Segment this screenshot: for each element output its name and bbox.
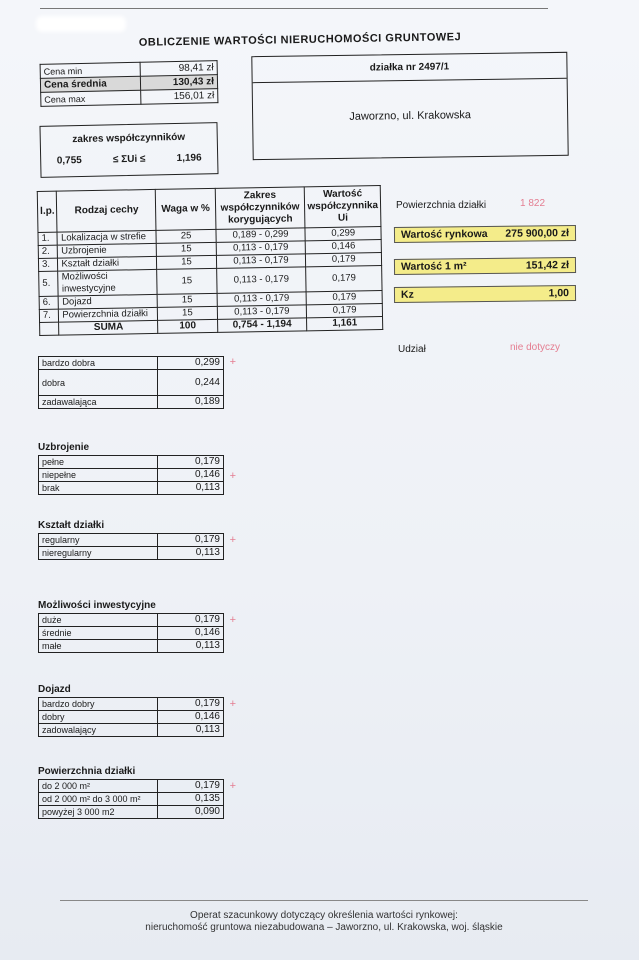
price-label: Cena max	[41, 90, 141, 106]
option-value: 0,179	[158, 780, 224, 793]
access-table	[38, 697, 224, 737]
column-header: Waga w %	[156, 188, 216, 230]
plot-number: działka nr 2497/1	[252, 53, 566, 83]
option-value: 0,146	[158, 627, 224, 640]
option-label: bardzo dobra	[39, 357, 158, 370]
selected-marker: +	[229, 534, 236, 546]
investment-group	[38, 600, 236, 653]
group-heading: Dojazd	[38, 684, 71, 695]
row-range: 0,113 - 0,179	[216, 254, 306, 269]
location-table	[38, 356, 224, 409]
kz-label: Kz	[400, 288, 414, 301]
kz-value: 1,00	[548, 287, 570, 300]
option-label: powyżej 3 000 m2	[39, 806, 158, 819]
row-weight: 15	[158, 306, 217, 320]
option-label: zadawalająca	[39, 396, 158, 409]
market-value-box	[394, 225, 576, 243]
price-label: Cena min	[40, 62, 140, 78]
footer-line-1: Operat szacunkowy dotyczący określenia wartości rynkowej:	[190, 910, 458, 921]
option-value: 0,113	[158, 640, 224, 653]
row-value: 0,179	[306, 253, 382, 267]
row-lp: 5.	[39, 271, 59, 296]
option-label: dobra	[39, 370, 158, 396]
price-value: 98,41 zł	[140, 61, 217, 77]
option-label: nieregularny	[39, 547, 158, 560]
option-value: 0,244	[158, 370, 224, 396]
row-name: Kształt działki	[58, 256, 157, 271]
row-lp: 6.	[39, 296, 59, 309]
plot-info-box	[251, 52, 568, 160]
row-name: Uzbrojenie	[58, 243, 157, 258]
group-heading: Powierzchnia działki	[38, 766, 136, 777]
option-value: 0,189	[158, 396, 224, 409]
shape-table	[38, 533, 224, 560]
m2-value-label: Wartość 1 m²	[400, 260, 467, 273]
row-value: 0,179	[306, 291, 382, 305]
row-range: 0,113 - 0,179	[217, 305, 307, 320]
group-heading: Możliwości inwestycyjne	[38, 600, 156, 611]
option-value: 0,146	[158, 469, 224, 482]
sum-value: 1,161	[307, 316, 383, 330]
option-value: 0,299	[158, 357, 224, 370]
market-value: 275 900,00 zł	[505, 227, 570, 240]
row-name: Możliwości inwestycyjne	[58, 269, 157, 296]
option-value: 0,113	[158, 547, 224, 560]
row-weight: 15	[157, 255, 216, 269]
page-title: OBLICZENIE WARTOŚCI NIERUCHOMOŚCI GRUNTOWEJ	[138, 31, 462, 49]
option-label: do 2 000 m²	[39, 780, 158, 793]
column-header: l.p.	[37, 191, 57, 232]
option-value: 0,146	[158, 711, 224, 724]
selected-marker: +	[229, 780, 236, 792]
column-header: Rodzaj cechy	[57, 189, 157, 232]
option-label: pełne	[39, 456, 158, 469]
row-weight: 15	[157, 293, 216, 307]
row-name: Powierzchnia działki	[59, 307, 158, 322]
row-value: 0,299	[305, 227, 381, 241]
option-label: brak	[39, 482, 158, 495]
row-lp: 2.	[38, 245, 58, 258]
area-group	[38, 766, 236, 819]
column-header: Wartość współczynnika Ui	[305, 186, 381, 228]
kz-box	[394, 285, 576, 303]
share-value: nie dotyczy	[510, 342, 561, 353]
row-range: 0,113 - 0,179	[216, 267, 306, 294]
investment-table	[38, 613, 224, 653]
option-value: 0,113	[158, 482, 224, 495]
price-value: 156,01 zł	[141, 89, 218, 105]
redacted-area	[36, 16, 126, 32]
row-name: Lokalizacja w strefie	[57, 230, 156, 245]
shape-group	[38, 520, 236, 560]
coefficient-expression: ≤ ΣUi ≤	[112, 153, 146, 166]
row-lp: 3.	[38, 258, 58, 271]
footer	[60, 910, 588, 934]
group-heading: Kształt działki	[38, 520, 105, 531]
selected-marker: +	[229, 470, 236, 482]
option-value: 0,179	[158, 614, 224, 627]
row-range: 0,113 - 0,179	[217, 292, 307, 307]
option-value: 0,090	[158, 806, 224, 819]
row-value: 0,146	[306, 240, 382, 254]
row-weight: 15	[157, 268, 217, 294]
footer-rule	[60, 900, 588, 901]
market-value-label: Wartość rynkowa	[400, 227, 488, 241]
plot-address: Jaworzno, ul. Krakowska	[349, 109, 472, 123]
access-group	[38, 684, 236, 737]
column-header: Zakres współczynników korygujących	[215, 187, 306, 230]
sum-label: SUMA	[59, 320, 158, 335]
option-value: 0,113	[158, 724, 224, 737]
price-label: Cena średnia	[40, 76, 140, 92]
option-label: małe	[39, 640, 158, 653]
utilities-table	[38, 455, 224, 495]
price-table	[40, 60, 219, 107]
features-table	[37, 185, 383, 336]
area-value: 1 822	[520, 198, 546, 209]
row-weight: 25	[156, 229, 215, 243]
footer-line-2: nieruchomość gruntowa niezabudowana – Jaworzno, ul. Krakowska, woj. śląskie	[145, 922, 503, 933]
option-value: 0,135	[158, 793, 224, 806]
option-label: od 2 000 m² do 3 000 m²	[39, 793, 158, 806]
option-value: 0,179	[158, 534, 224, 547]
option-label: bardzo dobry	[39, 698, 158, 711]
m2-value: 151,42 zł	[525, 259, 570, 272]
option-label: dobry	[39, 711, 158, 724]
utilities-group	[38, 442, 236, 495]
option-value: 0,179	[158, 456, 224, 469]
area-label: Powierzchnia działki	[396, 200, 487, 211]
row-value: 0,179	[307, 303, 383, 317]
row-lp: 1.	[38, 232, 58, 245]
option-value: 0,179	[158, 698, 224, 711]
sum-weight: 100	[158, 319, 217, 333]
option-label: średnie	[39, 627, 158, 640]
row-range: 0,113 - 0,179	[216, 241, 306, 256]
area-table	[38, 779, 224, 819]
row-name: Dojazd	[59, 294, 158, 309]
option-label: zadowalający	[39, 724, 158, 737]
option-label: regularny	[39, 534, 158, 547]
group-heading: Uzbrojenie	[38, 442, 90, 453]
row-weight: 15	[157, 242, 216, 256]
coefficient-range-box	[39, 122, 218, 178]
selected-marker: +	[229, 614, 236, 626]
selected-marker: +	[229, 698, 236, 710]
coefficient-min: 0,755	[56, 154, 82, 167]
share-label: Udział	[398, 344, 426, 355]
coefficient-max: 1,196	[176, 152, 202, 165]
price-value: 130,43 zł	[140, 75, 217, 91]
top-rule	[40, 8, 548, 9]
m2-value-box	[394, 257, 576, 275]
coefficient-range-title: zakres współczynników	[72, 131, 186, 146]
location-group	[38, 356, 236, 409]
row-range: 0,189 - 0,299	[216, 228, 306, 243]
row-value: 0,179	[306, 266, 382, 292]
option-label: duże	[39, 614, 158, 627]
row-lp: 7.	[39, 309, 59, 322]
selected-marker: +	[229, 356, 236, 368]
sum-range: 0,754 - 1,194	[217, 318, 307, 333]
option-label: niepełne	[39, 469, 158, 482]
